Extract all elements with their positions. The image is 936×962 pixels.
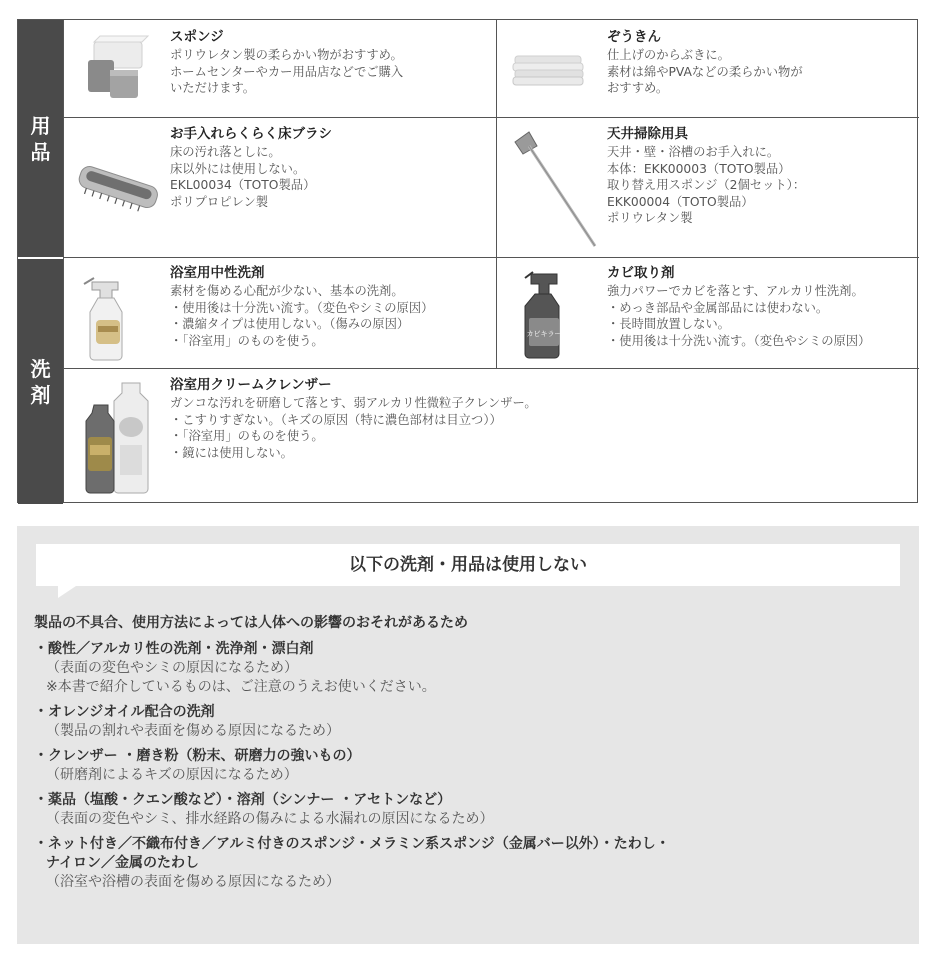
item-title: 浴室用クリームクレンザー <box>170 377 332 393</box>
item-line: ・「浴室用」のものを使う。 <box>170 333 324 348</box>
item-text <box>607 29 803 97</box>
warning-heading: 以下の洗剤・用品は使用しない <box>36 544 900 586</box>
item-line: ・こすりすぎない。（キズの原因（特に濃色部材は目立つ）） <box>170 412 502 427</box>
warning-item-heading: ・クレンザー ・磨き粉（粉末、研磨力の強いもの） <box>34 748 361 764</box>
warning-item <box>34 835 904 892</box>
item-line: EKK00004（TOTO製品） <box>607 194 754 209</box>
item-line: ・鏡には使用しない。 <box>170 445 293 460</box>
item-neutral-detergent <box>64 258 496 368</box>
item-line: 強力パワーでカビを落とす、アルカリ性洗剤。 <box>607 284 864 298</box>
item-floor-brush <box>64 118 496 257</box>
item-line: ポリプロピレン製 <box>170 194 269 209</box>
warning-item <box>34 640 904 697</box>
warning-item-heading: ・オレンジオイル配合の洗剤 <box>34 704 215 720</box>
item-line: 本体：EKK00003（TOTO製品） <box>607 161 791 176</box>
warning-item-heading: ・ネット付き／不織布付き／アルミ付きのスポンジ・メラミン系スポンジ（金属バー以外）・たわし・ <box>34 836 670 852</box>
item-line: ガンコな汚れを研磨して落とす、弱アルカリ性微粒子クレンザー。 <box>170 396 537 410</box>
item-line: ・使用後は十分洗い流す。（変色やシミの原因） <box>170 300 434 315</box>
item-mold-remover <box>497 258 919 368</box>
item-line: ・めっき部品や金属部品には使わない。 <box>607 300 829 315</box>
warning-item-heading: ・酸性／アルカリ性の洗剤・洗浄剤・漂白剤 <box>34 641 314 657</box>
cleanser-bottles-image <box>76 375 162 497</box>
ceiling-mop-image <box>509 128 601 252</box>
warning-item-note: ※本書で紹介しているものは、ご注意のうえお使いください。 <box>46 679 436 695</box>
mold-spray-image <box>513 264 593 362</box>
item-title: お手入れらくらく床ブラシ <box>170 126 332 142</box>
warning-item-note: （浴室や浴槽の表面を傷める原因になるため） <box>46 874 340 890</box>
warning-item-note: （表面の変色やシミ、排水経路の傷みによる水漏れの原因になるため） <box>46 811 494 827</box>
item-line: 素材は綿やPVAなどの柔らかい物が <box>607 64 803 79</box>
item-line: おすすめ。 <box>607 81 669 96</box>
item-cream-cleanser <box>64 369 919 502</box>
warning-item-heading: ・薬品（塩酸・クエン酸など）・溶剤（シンナー ・アセトンなど） <box>34 792 452 808</box>
warning-item-note: （表面の変色やシミの原因になるため） <box>46 660 298 676</box>
section-label-goods <box>18 20 63 257</box>
item-line: いただけます。 <box>170 81 256 96</box>
item-line: 仕上げのからぶきに。 <box>607 48 730 62</box>
warning-item-note: （製品の割れや表面を傷める原因になるため） <box>46 723 340 739</box>
item-text <box>607 126 805 227</box>
warning-body <box>34 614 904 898</box>
section-label-char: 洗 <box>30 356 51 381</box>
spray-bottle-image <box>76 264 156 362</box>
item-line: ホームセンターやカー用品店などでご購入 <box>170 64 404 79</box>
warning-item <box>34 747 904 785</box>
warning-intro: 製品の不具合、使用方法によっては人体への影響のおそれがあるため <box>34 615 468 631</box>
cleaning-goods-table <box>17 19 918 503</box>
item-sponge <box>64 20 496 117</box>
item-line: ・長時間放置しない。 <box>607 317 730 332</box>
item-text <box>170 126 332 210</box>
item-title: 浴室用中性洗剤 <box>170 265 265 281</box>
cloth-image <box>511 48 587 92</box>
product-label: カビキラー <box>526 330 562 338</box>
item-title: スポンジ <box>170 29 224 45</box>
warning-item <box>34 703 904 741</box>
item-line: ・濃縮タイプは使用しない。（傷みの原因） <box>170 317 410 332</box>
section-label-char: 剤 <box>30 382 51 407</box>
warning-item-heading-continued: ナイロン／金属のたわし <box>46 855 200 871</box>
item-line: 取り替え用スポンジ（2個セット）： <box>607 178 806 193</box>
section-label-char: 品 <box>30 139 51 164</box>
item-line: 床の汚れ落としに。 <box>170 145 281 159</box>
item-zoukin <box>497 20 919 117</box>
item-line: 天井・壁・浴槽のお手入れに。 <box>607 145 780 159</box>
item-line: 素材を傷める心配が少ない、基本の洗剤。 <box>170 284 404 298</box>
section-label-detergents <box>18 258 63 504</box>
item-line: EKL00034（TOTO製品） <box>170 178 316 193</box>
item-text <box>170 265 433 349</box>
warning-box <box>17 526 919 944</box>
item-line: ・使用後は十分洗い流す。（変色やシミの原因） <box>607 333 871 348</box>
sponge-image <box>74 34 150 104</box>
item-title: カビ取り剤 <box>607 265 675 281</box>
warning-item <box>34 791 904 829</box>
item-line: 床以外には使用しない。 <box>170 161 306 176</box>
item-line: ポリウレタン製 <box>607 211 693 226</box>
warning-item-note: （研磨剤によるキズの原因になるため） <box>46 767 298 783</box>
item-line: ポリウレタン製の柔らかい物がおすすめ。 <box>170 48 403 62</box>
floor-brush-image <box>72 148 164 228</box>
item-ceiling-tool <box>497 118 919 257</box>
item-line: ・「浴室用」のものを使う。 <box>170 429 324 444</box>
item-text <box>170 377 537 461</box>
item-title: ぞうきん <box>607 29 661 45</box>
section-label-char: 用 <box>30 113 51 138</box>
item-title: 天井掃除用具 <box>607 126 688 142</box>
item-text <box>607 265 870 349</box>
item-text <box>170 29 403 97</box>
